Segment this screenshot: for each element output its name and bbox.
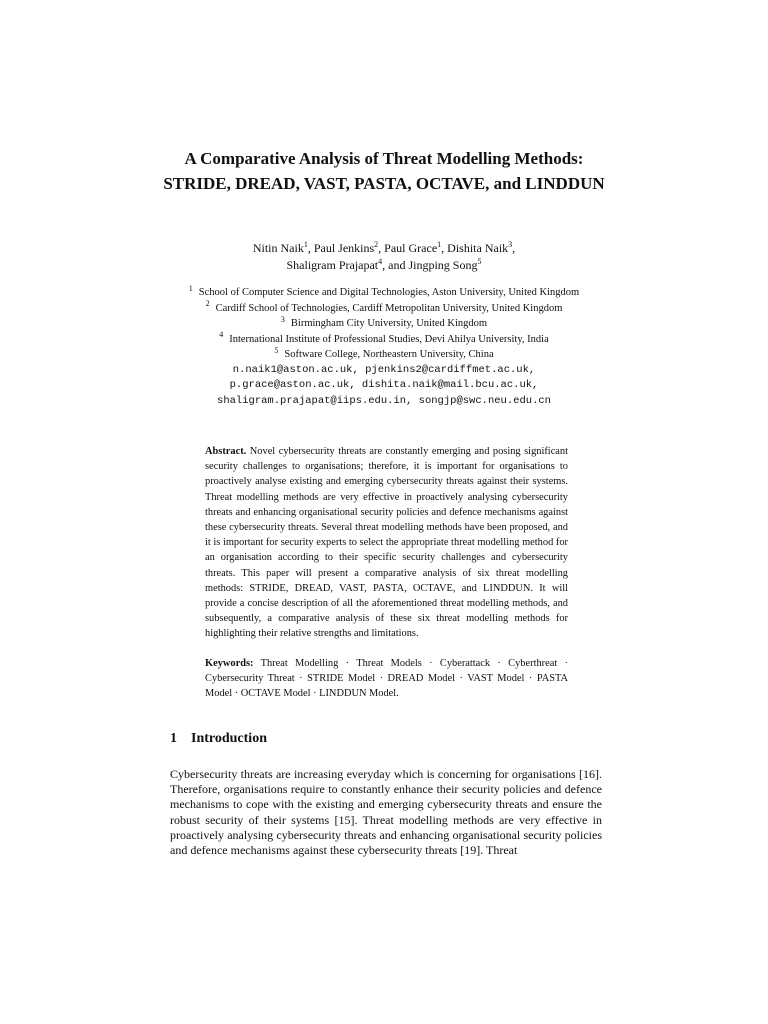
affiliation-number: 5 xyxy=(274,345,279,355)
affiliation-number: 4 xyxy=(219,330,224,339)
email-line: p.grace@aston.ac.uk, dishita.naik@mail.bcu.ac.uk, xyxy=(229,379,539,391)
author-list xyxy=(150,240,618,274)
author-affiliation-mark: 1 xyxy=(303,240,308,249)
keywords-label: Keywords: xyxy=(205,658,254,669)
section-heading xyxy=(170,729,267,749)
affiliation-number: 3 xyxy=(280,314,285,324)
author-separator: , xyxy=(512,241,516,255)
affiliation-text: International Institute of Professional Studies, Devi Ahilya University, India xyxy=(229,333,549,345)
author-affiliation-mark: 3 xyxy=(508,240,513,249)
keywords-text: Threat Modelling · Threat Models · Cyberattack · Cyberthreat · Cybersecurity Threat · STRIDE Model · DREAD Model · VAST Model · PASTA Model · OCTAVE Model · LINDDUN Model. xyxy=(205,658,568,700)
affiliation-text: School of Computer Science and Digital Technologies, Aston University, United Kingdom xyxy=(198,287,580,298)
section-number: 1 xyxy=(170,731,177,746)
paper-title: A Comparative Analysis of Threat Modelling Methods: STRIDE, DREAD, VAST, PASTA, OCTAVE, and LINDDUN xyxy=(163,149,605,193)
affiliation-line xyxy=(150,332,618,348)
affiliation-text: Software College, Northeastern University, China xyxy=(284,349,494,360)
author-name: , Dishita Naik xyxy=(441,241,509,255)
keywords xyxy=(205,656,568,702)
affiliation-number: 2 xyxy=(205,299,210,308)
author-affiliation-mark: 1 xyxy=(437,240,442,249)
author-affiliation-mark: 2 xyxy=(374,240,379,249)
abstract-text: Novel cybersecurity threats are constantly emerging and posing significant security challenges to organisations; therefore, it is important for organisations to proactively analyse existing and emerging cybersecurity threats against their systems. Threat modelling methods are very effective in proactively analysing cybersecurity threats and enhancing organisational security policies and defence mechanisms against these cybersecurity threats. Several threat modelling methods have been proposed, and it is important for security experts to select the appropriate threat modelling method for an organisation according to their specific security challenges and cybersecurity threats. This paper will present a comparative analysis of six threat modelling methods: STRIDE, DREAD, VAST, PASTA, OCTAVE, and LINDDUN. It will provide a concise description of all the aforementioned threat modelling methods, and subsequently, a comparative analysis of these six threat modelling methods for highlighting their relative strengths and limitations. xyxy=(205,446,569,640)
email-line: n.naik1@aston.ac.uk, pjenkins2@cardiffmet.ac.uk, xyxy=(232,363,536,376)
affiliation-line xyxy=(150,285,618,301)
affiliation-line xyxy=(150,301,618,317)
author-name: , Paul Grace xyxy=(378,241,438,255)
author-name: , and Jingping Song xyxy=(382,258,478,272)
author-name: Shaligram Prajapat xyxy=(286,258,379,272)
email-line: shaligram.prajapat@iips.edu.in, songjp@swc.neu.edu.cn xyxy=(217,394,551,407)
affiliation-block xyxy=(150,285,618,409)
abstract-label: Abstract. xyxy=(205,446,247,457)
section-title: Introduction xyxy=(191,731,267,746)
author-affiliation-mark: 4 xyxy=(378,257,383,266)
affiliation-line xyxy=(150,347,618,363)
author-name: Nitin Naik xyxy=(252,241,304,255)
abstract xyxy=(205,444,568,642)
affiliation-text: Cardiff School of Technologies, Cardiff Metropolitan University, United Kingdom xyxy=(215,302,563,314)
affiliation-number: 1 xyxy=(188,283,193,293)
author-affiliation-mark: 5 xyxy=(477,257,482,266)
affiliation-text: Birmingham City University, United Kingdom xyxy=(290,318,488,329)
author-name: , Paul Jenkins xyxy=(307,241,375,255)
introduction-paragraph: Cybersecurity threats are increasing everyday which is concerning for organisations [16]. Therefore, organisations require to constantly enhance their security policies and defence mechanisms to cope with the existing and emerging cybersecurity threats and ensure the robust security of their systems [15]. Threat modelling methods are very effective in proactively analysing cybersecurity threats and enhancing organisational security policies and defence mechanisms against these cybersecurity threats [19]. Threat xyxy=(170,767,602,858)
